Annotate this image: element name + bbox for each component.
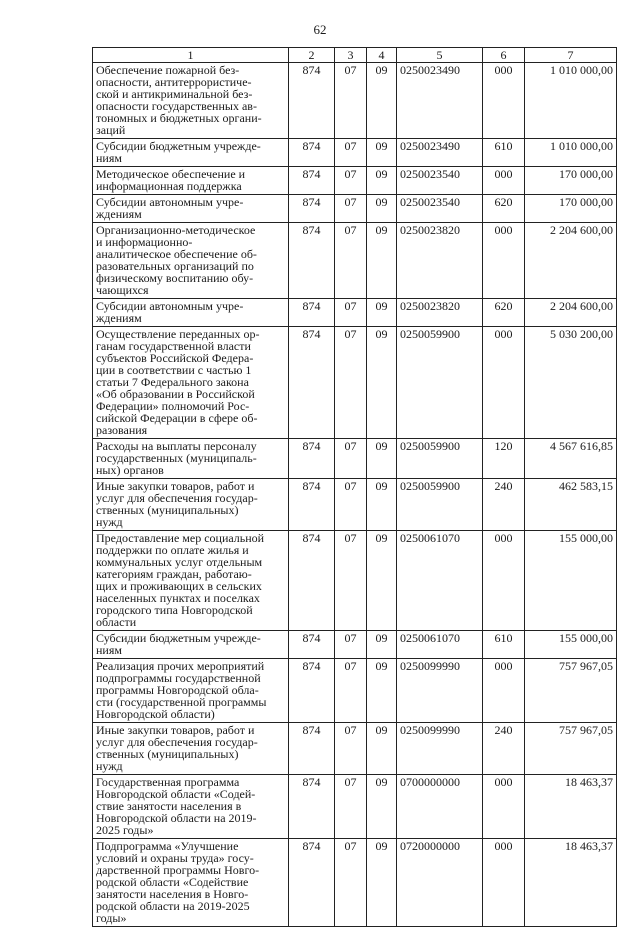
table-row <box>93 195 617 223</box>
row-section-text: 07 <box>344 631 357 645</box>
row-amount-text: 170 000,00 <box>559 195 613 209</box>
row-ministry-code-text: 874 <box>302 723 321 737</box>
row-ministry-code-cell <box>289 195 335 223</box>
row-amount-cell <box>525 631 617 659</box>
row-target-article-text: 0250023490 <box>400 63 460 77</box>
row-expense-type-text: 000 <box>494 839 513 853</box>
row-target-article-text: 0250023540 <box>400 167 460 181</box>
row-expense-type-cell <box>483 631 525 659</box>
row-section-text: 07 <box>344 327 357 341</box>
row-section-cell <box>335 723 367 775</box>
row-section-cell <box>335 63 367 139</box>
row-section-text: 07 <box>344 167 357 181</box>
row-section-text: 07 <box>344 139 357 153</box>
row-name-cell <box>93 839 289 927</box>
row-expense-type-cell <box>483 839 525 927</box>
row-section-cell <box>335 167 367 195</box>
row-amount-cell <box>525 223 617 299</box>
row-target-article-cell <box>397 223 483 299</box>
table-row <box>93 223 617 299</box>
row-section-cell <box>335 327 367 439</box>
row-subsection-text: 09 <box>375 167 388 181</box>
header-cell: 5 <box>397 48 483 63</box>
row-name-text: Расходы на выплаты персоналу государственных (муниципаль- ных) органов <box>96 439 257 477</box>
row-name-cell <box>93 299 289 327</box>
row-expense-type-text: 000 <box>494 531 513 545</box>
row-amount-text: 18 463,37 <box>565 839 613 853</box>
row-section-text: 07 <box>344 195 357 209</box>
row-expense-type-cell <box>483 167 525 195</box>
table-row <box>93 439 617 479</box>
row-ministry-code-cell <box>289 775 335 839</box>
row-amount-cell <box>525 723 617 775</box>
header-cell: 6 <box>483 48 525 63</box>
row-name-cell <box>93 195 289 223</box>
row-expense-type-cell <box>483 299 525 327</box>
row-expense-type-text: 610 <box>494 631 513 645</box>
row-section-text: 07 <box>344 223 357 237</box>
row-section-cell <box>335 659 367 723</box>
row-amount-cell <box>525 775 617 839</box>
row-ministry-code-text: 874 <box>302 195 321 209</box>
table-row <box>93 659 617 723</box>
row-section-text: 07 <box>344 63 357 77</box>
row-amount-cell <box>525 839 617 927</box>
row-amount-text: 2 204 600,00 <box>550 299 613 313</box>
row-ministry-code-cell <box>289 223 335 299</box>
header-cell: 2 <box>289 48 335 63</box>
row-ministry-code-text: 874 <box>302 659 321 673</box>
row-section-cell <box>335 775 367 839</box>
row-expense-type-cell <box>483 195 525 223</box>
header-cell: 3 <box>335 48 367 63</box>
row-expense-type-cell <box>483 223 525 299</box>
row-name-text: Субсидии автономным учре- ждениям <box>96 195 244 221</box>
row-expense-type-text: 000 <box>494 775 513 789</box>
row-target-article-cell <box>397 479 483 531</box>
row-amount-text: 757 967,05 <box>559 659 613 673</box>
row-ministry-code-text: 874 <box>302 479 321 493</box>
row-subsection-cell <box>367 659 397 723</box>
table-row <box>93 723 617 775</box>
row-section-cell <box>335 531 367 631</box>
row-target-article-text: 0250061070 <box>400 531 460 545</box>
row-target-article-cell <box>397 195 483 223</box>
row-section-text: 07 <box>344 839 357 853</box>
table-header-row <box>93 48 617 63</box>
header-cell: 7 <box>525 48 617 63</box>
row-section-text: 07 <box>344 299 357 313</box>
row-ministry-code-cell <box>289 659 335 723</box>
row-ministry-code-text: 874 <box>302 531 321 545</box>
row-expense-type-text: 620 <box>494 195 513 209</box>
row-target-article-text: 0250059900 <box>400 439 460 453</box>
row-expense-type-text: 610 <box>494 139 513 153</box>
row-ministry-code-cell <box>289 139 335 167</box>
row-amount-text: 757 967,05 <box>559 723 613 737</box>
row-amount-text: 4 567 616,85 <box>550 439 613 453</box>
row-section-cell <box>335 299 367 327</box>
row-ministry-code-cell <box>289 439 335 479</box>
row-name-text: Подпрограмма «Улучшение условий и охраны труда» госу- дарственной программы Новго- родской области «Содействие занятости населения в Новго- родской области на 2019-2025 годы» <box>96 839 260 925</box>
table-body <box>93 63 617 927</box>
row-subsection-cell <box>367 167 397 195</box>
row-amount-cell <box>525 195 617 223</box>
row-amount-cell <box>525 167 617 195</box>
row-target-article-cell <box>397 531 483 631</box>
row-amount-text: 155 000,00 <box>559 531 613 545</box>
table-row <box>93 299 617 327</box>
row-name-text: Методическое обеспечение и информационная поддержка <box>96 167 246 193</box>
row-ministry-code-cell <box>289 327 335 439</box>
row-amount-text: 155 000,00 <box>559 631 613 645</box>
row-target-article-text: 0250059900 <box>400 479 460 493</box>
table-row <box>93 839 617 927</box>
row-expense-type-cell <box>483 723 525 775</box>
row-name-text: Организационно-методическое и информационно- аналитическое обеспечение об- разовательных организаций по физическому воспитанию обу- чающихся <box>96 223 257 297</box>
row-section-text: 07 <box>344 659 357 673</box>
row-expense-type-text: 620 <box>494 299 513 313</box>
row-section-cell <box>335 439 367 479</box>
row-subsection-cell <box>367 839 397 927</box>
row-subsection-cell <box>367 439 397 479</box>
row-target-article-cell <box>397 723 483 775</box>
row-target-article-cell <box>397 139 483 167</box>
row-name-text: Предоставление мер социальной поддержки по оплате жилья и коммунальных услуг отдельным категориям граждан, работаю- щих и проживающих в сельских населенных пунктах и поселках городского типа Новгородской области <box>96 531 265 629</box>
row-subsection-cell <box>367 223 397 299</box>
row-name-text: Субсидии бюджетным учрежде- ниям <box>96 139 261 165</box>
row-subsection-text: 09 <box>375 723 388 737</box>
row-subsection-text: 09 <box>375 327 388 341</box>
row-ministry-code-text: 874 <box>302 223 321 237</box>
table-row <box>93 479 617 531</box>
row-target-article-text: 0250099990 <box>400 659 460 673</box>
row-name-text: Иные закупки товаров, работ и услуг для обеспечения государ- ственных (муниципальных) нужд <box>96 723 258 773</box>
row-section-cell <box>335 839 367 927</box>
row-subsection-cell <box>367 195 397 223</box>
table-row <box>93 63 617 139</box>
row-section-cell <box>335 195 367 223</box>
row-target-article-text: 0250023820 <box>400 299 460 313</box>
row-target-article-text: 0250061070 <box>400 631 460 645</box>
row-target-article-cell <box>397 299 483 327</box>
row-amount-cell <box>525 531 617 631</box>
row-expense-type-cell <box>483 775 525 839</box>
row-name-cell <box>93 327 289 439</box>
row-subsection-cell <box>367 63 397 139</box>
row-subsection-cell <box>367 531 397 631</box>
row-target-article-cell <box>397 327 483 439</box>
row-expense-type-text: 000 <box>494 223 513 237</box>
row-subsection-text: 09 <box>375 659 388 673</box>
row-amount-text: 5 030 200,00 <box>550 327 613 341</box>
row-amount-text: 1 010 000,00 <box>550 63 613 77</box>
row-expense-type-text: 000 <box>494 63 513 77</box>
row-expense-type-cell <box>483 479 525 531</box>
row-subsection-cell <box>367 327 397 439</box>
row-ministry-code-text: 874 <box>302 63 321 77</box>
row-subsection-text: 09 <box>375 631 388 645</box>
row-ministry-code-cell <box>289 167 335 195</box>
row-subsection-cell <box>367 299 397 327</box>
row-target-article-text: 0250023490 <box>400 139 460 153</box>
budget-table <box>92 47 617 927</box>
row-amount-text: 18 463,37 <box>565 775 613 789</box>
row-section-text: 07 <box>344 775 357 789</box>
row-amount-text: 462 583,15 <box>559 479 613 493</box>
row-ministry-code-text: 874 <box>302 631 321 645</box>
row-name-text: Государственная программа Новгородской области «Содей- ствие занятости населения в Новгородской области на 2019- 2025 годы» <box>96 775 257 837</box>
row-amount-cell <box>525 139 617 167</box>
row-subsection-cell <box>367 139 397 167</box>
page-number: 62 <box>313 22 327 37</box>
row-amount-cell <box>525 63 617 139</box>
row-target-article-cell <box>397 439 483 479</box>
row-ministry-code-cell <box>289 531 335 631</box>
row-name-text: Осуществление переданных ор- ганам государственной власти субъектов Российской Федера- ции в соответствии с частью 1 статьи 7 Федерального закона «Об образовании в Российской Федерации» полномочий Рос- сийской Федерации в сфере об- разования <box>96 327 260 437</box>
row-target-article-cell <box>397 659 483 723</box>
row-subsection-cell <box>367 775 397 839</box>
row-ministry-code-cell <box>289 479 335 531</box>
row-subsection-text: 09 <box>375 139 388 153</box>
row-subsection-text: 09 <box>375 479 388 493</box>
row-section-cell <box>335 223 367 299</box>
row-target-article-cell <box>397 839 483 927</box>
row-subsection-text: 09 <box>375 531 388 545</box>
row-target-article-text: 0720000000 <box>400 839 460 853</box>
table-row <box>93 139 617 167</box>
row-name-text: Реализация прочих мероприятий подпрограммы государственной программы Новгородской обла- сти (государственной программы Новгородской области) <box>96 659 267 721</box>
row-ministry-code-cell <box>289 839 335 927</box>
row-name-cell <box>93 659 289 723</box>
row-amount-cell <box>525 299 617 327</box>
row-target-article-cell <box>397 631 483 659</box>
row-name-cell <box>93 631 289 659</box>
row-section-text: 07 <box>344 479 357 493</box>
row-section-text: 07 <box>344 531 357 545</box>
row-expense-type-cell <box>483 139 525 167</box>
row-name-cell <box>93 531 289 631</box>
row-expense-type-text: 240 <box>494 479 513 493</box>
row-name-cell <box>93 139 289 167</box>
row-name-cell <box>93 167 289 195</box>
row-expense-type-cell <box>483 531 525 631</box>
row-expense-type-cell <box>483 439 525 479</box>
row-subsection-text: 09 <box>375 775 388 789</box>
row-name-text: Иные закупки товаров, работ и услуг для обеспечения государ- ственных (муниципальных) нужд <box>96 479 258 529</box>
row-ministry-code-cell <box>289 63 335 139</box>
row-amount-cell <box>525 327 617 439</box>
row-ministry-code-text: 874 <box>302 327 321 341</box>
table-row <box>93 631 617 659</box>
row-amount-text: 1 010 000,00 <box>550 139 613 153</box>
row-name-text: Субсидии автономным учре- ждениям <box>96 299 244 325</box>
row-expense-type-text: 120 <box>494 439 513 453</box>
row-amount-cell <box>525 439 617 479</box>
row-target-article-text: 0250099990 <box>400 723 460 737</box>
row-section-cell <box>335 139 367 167</box>
header-cell: 1 <box>93 48 289 63</box>
row-name-cell <box>93 223 289 299</box>
header-cell: 4 <box>367 48 397 63</box>
table-row <box>93 327 617 439</box>
row-ministry-code-text: 874 <box>302 839 321 853</box>
row-subsection-cell <box>367 723 397 775</box>
row-expense-type-text: 240 <box>494 723 513 737</box>
row-ministry-code-text: 874 <box>302 139 321 153</box>
row-name-cell <box>93 479 289 531</box>
row-subsection-cell <box>367 631 397 659</box>
row-subsection-text: 09 <box>375 63 388 77</box>
row-target-article-cell <box>397 167 483 195</box>
row-section-cell <box>335 479 367 531</box>
row-ministry-code-cell <box>289 723 335 775</box>
row-ministry-code-text: 874 <box>302 299 321 313</box>
row-section-text: 07 <box>344 723 357 737</box>
row-section-text: 07 <box>344 439 357 453</box>
row-expense-type-text: 000 <box>494 659 513 673</box>
row-name-text: Субсидии бюджетным учрежде- ниям <box>96 631 261 657</box>
row-ministry-code-cell <box>289 631 335 659</box>
row-expense-type-cell <box>483 659 525 723</box>
row-subsection-text: 09 <box>375 223 388 237</box>
row-expense-type-text: 000 <box>494 327 513 341</box>
row-subsection-text: 09 <box>375 195 388 209</box>
row-name-cell <box>93 775 289 839</box>
row-section-cell <box>335 631 367 659</box>
row-target-article-text: 0250023540 <box>400 195 460 209</box>
row-target-article-cell <box>397 775 483 839</box>
row-subsection-cell <box>367 479 397 531</box>
row-amount-text: 2 204 600,00 <box>550 223 613 237</box>
row-target-article-cell <box>397 63 483 139</box>
row-name-text: Обеспечение пожарной без- опасности, антитеррористиче- ской и антикриминальной без- опасности государственных ав- тономных и бюджетных органи- заций <box>96 63 262 137</box>
row-name-cell <box>93 439 289 479</box>
row-target-article-text: 0700000000 <box>400 775 460 789</box>
row-name-cell <box>93 63 289 139</box>
row-target-article-text: 0250023820 <box>400 223 460 237</box>
table-row <box>93 167 617 195</box>
row-amount-text: 170 000,00 <box>559 167 613 181</box>
row-subsection-text: 09 <box>375 299 388 313</box>
table-row <box>93 531 617 631</box>
row-name-cell <box>93 723 289 775</box>
row-target-article-text: 0250059900 <box>400 327 460 341</box>
row-ministry-code-text: 874 <box>302 439 321 453</box>
row-subsection-text: 09 <box>375 839 388 853</box>
row-amount-cell <box>525 659 617 723</box>
row-amount-cell <box>525 479 617 531</box>
row-expense-type-cell <box>483 63 525 139</box>
row-subsection-text: 09 <box>375 439 388 453</box>
row-ministry-code-text: 874 <box>302 775 321 789</box>
row-expense-type-text: 000 <box>494 167 513 181</box>
table-row <box>93 775 617 839</box>
row-ministry-code-text: 874 <box>302 167 321 181</box>
row-ministry-code-cell <box>289 299 335 327</box>
row-expense-type-cell <box>483 327 525 439</box>
